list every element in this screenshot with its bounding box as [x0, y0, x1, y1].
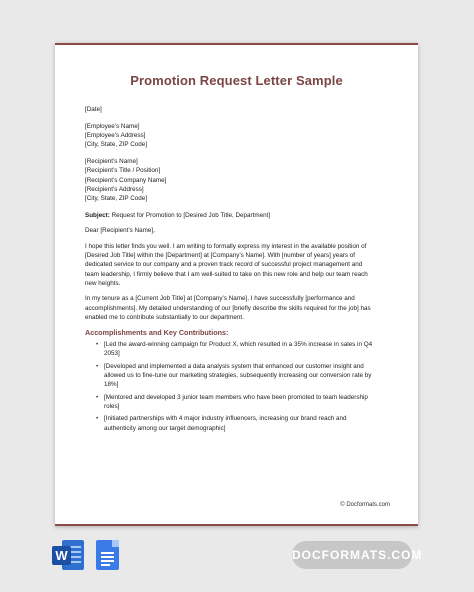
list-item-line: roles] — [104, 402, 120, 410]
list-item — [96, 414, 397, 433]
list-item-line: authenticity among our target demographic] — [104, 424, 226, 432]
top-rule — [55, 43, 418, 45]
salutation: Dear [Recipient’s Name], — [85, 227, 155, 235]
recipient-line: [Recipient’s Title / Position] — [85, 167, 161, 175]
paragraph-line: team leadership, I firmly believe that I am well-suited to take on this new role and help our team reach — [85, 270, 368, 278]
letter-page — [55, 43, 418, 526]
paragraph-line: In my tenure as a [Current Job Title] at [Company’s Name], I have successfully [performance and — [85, 295, 355, 303]
copyright-credit: © Docformats.com — [340, 502, 390, 508]
sender-line: [Employee’s Address] — [85, 132, 146, 140]
recipient-line: [Recipient’s Company Name] — [85, 176, 167, 184]
document-title: Promotion Request Letter Sample — [130, 73, 343, 88]
list-item — [96, 362, 397, 390]
recipient-line: [City, State, ZIP Code] — [85, 195, 148, 203]
brand-badge[interactable]: DOCFORMATS.COM — [292, 541, 412, 569]
recipient-line: [Recipient’s Name] — [85, 158, 138, 166]
subject-line — [85, 211, 397, 220]
paragraph-line: new heights. — [85, 279, 121, 287]
list-item — [96, 393, 397, 412]
list-item-line: allowed us to fine-tune our marketing strategies, subsequently increasing our conversion rate by — [104, 372, 372, 380]
contributions-list — [96, 340, 397, 433]
section-heading: Accomplishments and Key Contributions: — [85, 328, 229, 338]
recipient-block — [85, 157, 397, 203]
paragraph-line: accomplishments]. My detailed understanding of our [briefly describe the skills required for the job] has — [85, 304, 371, 312]
list-item-line: • [Initiated partnerships with 4 major industry influencers, increasing our brand reach and — [104, 415, 347, 423]
bottom-rule — [55, 524, 418, 526]
paragraph-tenure — [85, 294, 397, 322]
sender-block — [85, 122, 397, 150]
paragraph-intro — [85, 242, 397, 288]
format-icons — [52, 536, 119, 570]
list-item-line: 18%] — [104, 381, 119, 389]
sender-line: [Employee’s Name] — [85, 122, 140, 130]
google-docs-icon[interactable] — [96, 540, 119, 570]
recipient-line: [Recipient’s Address] — [85, 186, 144, 194]
list-item-line: • [Mentored and developed 3 junior team members who have been promoted to team leadership — [104, 393, 368, 401]
sender-line: [City, State, ZIP Code] — [85, 141, 148, 149]
paragraph-line: enabled me to contribute substantially to our department. — [85, 313, 244, 321]
date-line: [Date] — [85, 106, 102, 113]
microsoft-word-icon[interactable] — [52, 540, 84, 570]
list-item-line: 2053] — [104, 350, 120, 358]
paragraph-line: I hope this letter finds you well. I am writing to formally express my interest in the available position of — [85, 242, 367, 250]
subject-label: Subject: — [85, 212, 110, 220]
word-icon-letter: W — [52, 546, 71, 565]
paragraph-line: [Desired Job Title] within the [Department] at [Company’s Name]. With [number of years] years of — [85, 252, 356, 260]
list-item-line: • [Led the award-winning campaign for Product X, which resulted in a 35% increase in sales in Q4 — [104, 341, 373, 349]
paragraph-line: dedicated service to our company and a proven track record of successful project management and — [85, 261, 363, 269]
letter-body — [85, 105, 397, 436]
list-item-line: • [Developed and implemented a data analysis system that enhanced our customer insight and — [104, 362, 364, 370]
subject-text: Request for Promotion to [Desired Job Title, Department] — [111, 212, 271, 220]
list-item — [96, 340, 397, 359]
